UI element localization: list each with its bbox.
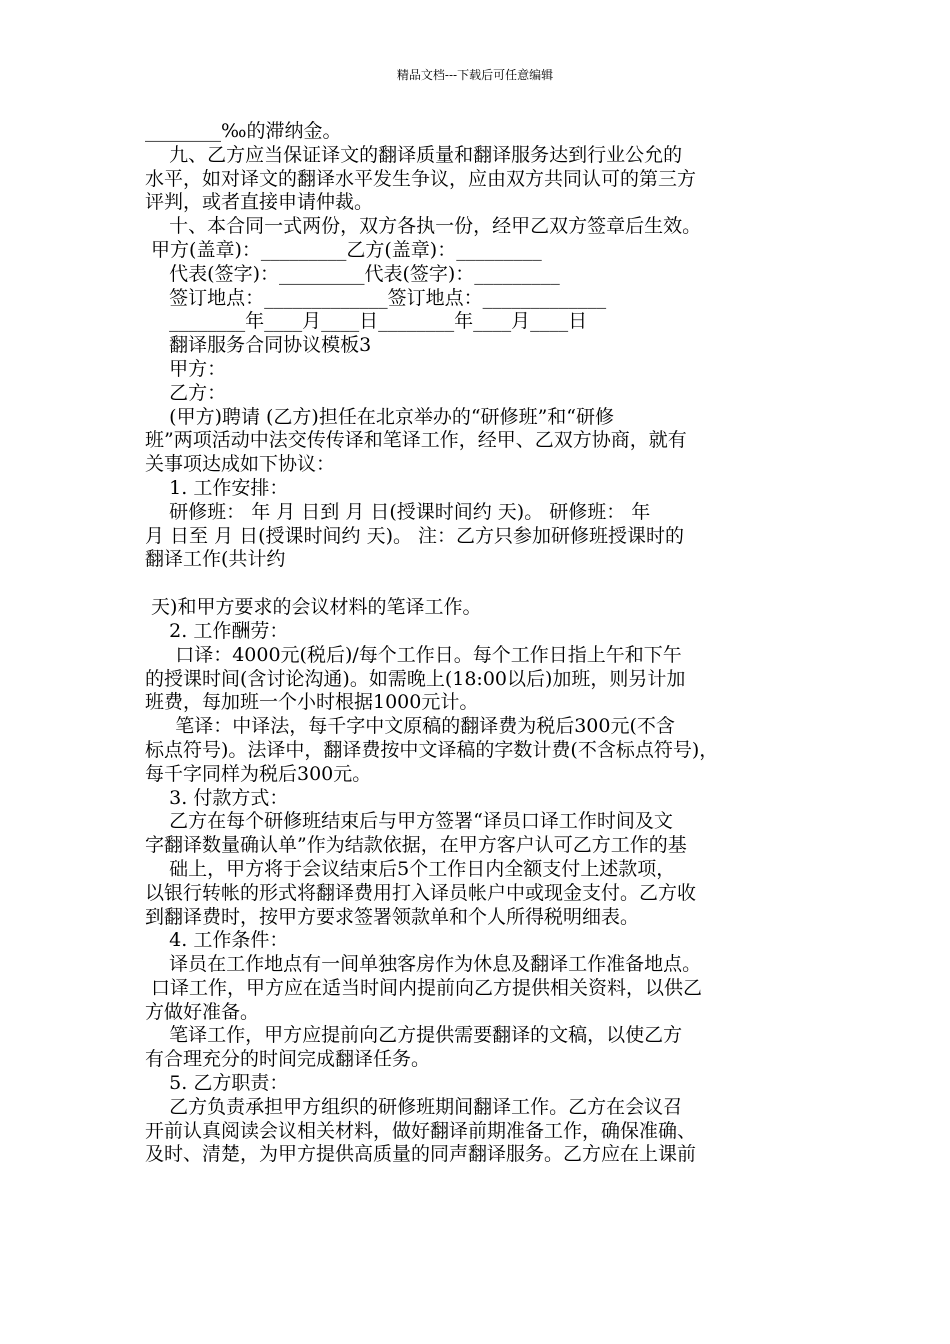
text-line: ________年____月____日________年____月____日 bbox=[145, 310, 588, 333]
text-line: 到翻译费时，按甲方要求签署领款单和个人所得税明细表。 bbox=[145, 905, 640, 928]
text-line bbox=[145, 572, 825, 596]
text-line: 笔译工作，甲方应提前向乙方提供需要翻译的文稿，以使乙方 bbox=[145, 1024, 683, 1047]
text-line: 口译：4000元(税后)/每个工作日。每个工作日指上午和下午 bbox=[145, 643, 682, 666]
text-line: (甲方)聘请 (乙方)担任在北京举办的“研修班”和“研修 bbox=[145, 405, 614, 428]
text-line: 口译工作，甲方应在适当时间内提前向乙方提供相关资料，以供乙 bbox=[145, 976, 703, 999]
text-line: 以银行转帐的形式将翻译费用打入译员帐户中或现金支付。乙方收 bbox=[145, 881, 697, 904]
text-line: 代表(签字)：_________代表(签字)：_________ bbox=[145, 262, 560, 285]
text-line: 班”两项活动中法交传传译和笔译工作，经甲、乙双方协商，就有 bbox=[145, 429, 687, 452]
text-line: 天)和甲方要求的会议材料的笔译工作。 bbox=[145, 596, 482, 619]
text-line: 十、本合同一式两份，双方各执一份，经甲乙双方签章后生效。 bbox=[145, 215, 702, 238]
text-line: 有合理充分的时间完成翻译任务。 bbox=[145, 1048, 431, 1071]
text-line: 5. 乙方职责： bbox=[145, 1072, 289, 1095]
text-line: 译员在工作地点有一间单独客房作为休息及翻译工作准备地点。 bbox=[145, 953, 702, 976]
text-line: 4. 工作条件： bbox=[145, 929, 289, 952]
text-line: 1. 工作安排： bbox=[145, 476, 289, 499]
text-line: 及时、清楚，为甲方提供高质量的同声翻译服务。乙方应在上课前 bbox=[145, 1143, 697, 1166]
text-line: 的授课时间(含讨论沟通)。如需晚上(18:00以后)加班，则另计加 bbox=[145, 667, 686, 690]
text-line: 翻译服务合同协议模板3 bbox=[145, 334, 372, 357]
text-line: 3. 付款方式： bbox=[145, 786, 289, 809]
text-line: 九、乙方应当保证译文的翻译质量和翻译服务达到行业公允的 bbox=[145, 143, 683, 166]
text-line: 甲方： bbox=[145, 357, 227, 380]
text-line: 乙方负责承担甲方组织的研修班期间翻译工作。乙方在会议召 bbox=[145, 1095, 683, 1118]
text-line: 每千字同样为税后300元。 bbox=[145, 762, 372, 785]
document-body bbox=[145, 120, 825, 1167]
text-line: 班费，每加班一个小时根据1000元计。 bbox=[145, 691, 479, 714]
page-header: 精品文档---下载后可任意编辑 bbox=[396, 68, 554, 82]
text-line: 础上，甲方将于会议结束后5个工作日内全额支付上述款项， bbox=[145, 857, 676, 880]
text-line: 方做好准备。 bbox=[145, 1000, 260, 1023]
text-line: 评判，或者直接申请仲裁。 bbox=[145, 191, 374, 214]
text-line: 笔译：中译法，每千字中文原稿的翻译费为税后300元(不含 bbox=[145, 715, 675, 738]
text-line: 乙方在每个研修班结束后与甲方签署“译员口译工作时间及文 bbox=[145, 810, 673, 833]
text-line: 字翻译数量确认单”作为结款依据，在甲方客户认可乙方工作的基 bbox=[145, 834, 687, 857]
text-line: 研修班： 年 月 日到 月 日(授课时间约 天)。 研修班： 年 bbox=[145, 500, 651, 523]
text-line: 签订地点：_____________签订地点：_____________ bbox=[145, 286, 607, 309]
text-line: 2. 工作酬劳： bbox=[145, 619, 289, 642]
text-line: 标点符号)。法译中，翻译费按中文译稿的字数计费(不含标点符号)， bbox=[145, 738, 719, 761]
text-line: 翻译工作(共计约 bbox=[145, 548, 286, 571]
text-line: 月 日至 月 日(授课时间约 天)。 注：乙方只参加研修班授课时的 bbox=[145, 524, 685, 547]
text-line: 乙方： bbox=[145, 381, 227, 404]
text-line: 关事项达成如下协议： bbox=[145, 453, 336, 476]
text-line: 甲方(盖章)：_________乙方(盖章)：_________ bbox=[145, 238, 542, 261]
text-line: ________‰的滞纳金。 bbox=[145, 120, 342, 142]
text-line: 水平，如对译文的翻译水平发生争议，应由双方共同认可的第三方 bbox=[145, 167, 697, 190]
text-line: 开前认真阅读会议相关材料，做好翻译前期准备工作，确保准确、 bbox=[145, 1119, 697, 1142]
